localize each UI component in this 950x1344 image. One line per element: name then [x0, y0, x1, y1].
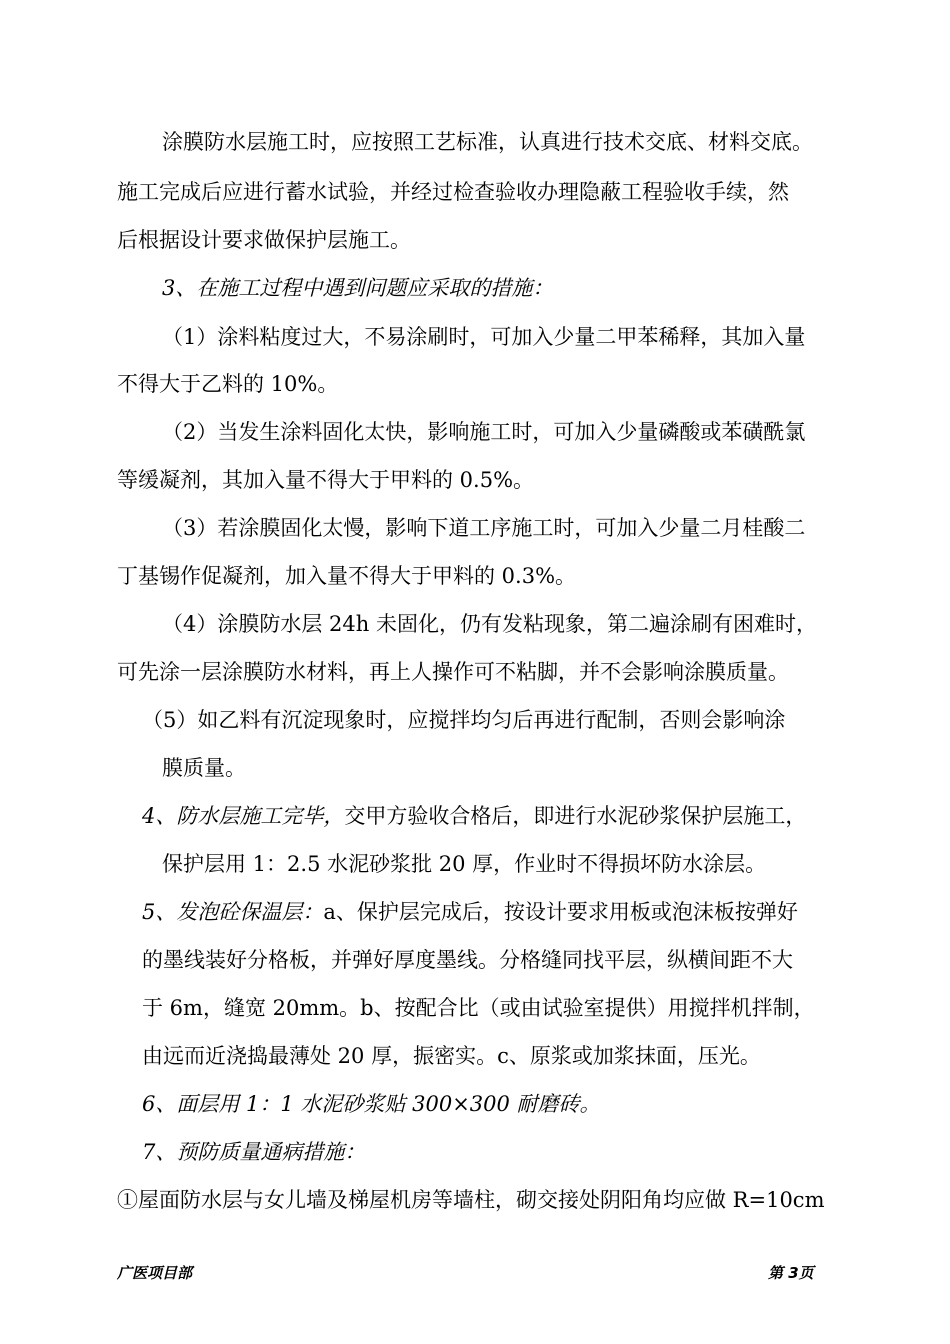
- section-heading: 3、在施工过程中遇到问题应采取的措施：: [162, 276, 554, 300]
- section-text: 交甲方验收合格后，即进行水泥砂浆保护层施工，: [344, 804, 807, 828]
- section-text: a、保护层完成后，按设计要求用板或泡沫板按弹好: [323, 900, 798, 924]
- section-heading: [142, 801, 806, 831]
- paragraph-line: 的墨线装好分格板，并弹好厚度墨线。分格缝同找平层，纵横间距不大: [142, 948, 793, 972]
- paragraph-line: （3）若涂膜固化太慢，影响下道工序施工时，可加入少量二月桂酸二: [162, 516, 806, 540]
- paragraph-line: （2）当发生涂料固化太快，影响施工时，可加入少量磷酸或苯磺酰氯: [162, 420, 806, 444]
- paragraph-line: 施工完成后应进行蓄水试验，并经过检查验收办理隐蔽工程验收手续，然: [117, 180, 789, 204]
- paragraph-line: 等缓凝剂，其加入量不得大于甲料的 0.5%。: [117, 468, 535, 492]
- paragraph-line: 涂膜防水层施工时，应按照工艺标准，认真进行技术交底、材料交底。: [162, 130, 813, 154]
- paragraph-line: （4）涂膜防水层 24h 未固化，仍有发粘现象，第二遍涂刷有困难时，: [162, 612, 817, 636]
- paragraph-line: （5）如乙料有沉淀现象时，应搅拌均匀后再进行配制，否则会影响涂: [142, 708, 786, 732]
- paragraph-line: 后根据设计要求做保护层施工。: [117, 228, 411, 252]
- paragraph-line: 丁基锡作促凝剂，加入量不得大于甲料的 0.3%。: [117, 564, 577, 588]
- paragraph-line: 保护层用 1：2.5 水泥砂浆批 20 厚，作业时不得损坏防水涂层。: [162, 852, 767, 876]
- paragraph-line: ①屋面防水层与女儿墙及梯屋机房等墙柱，砌交接处阴阳角均应做 R=10cm: [117, 1188, 825, 1212]
- footer-left: 广医项目部: [117, 1264, 193, 1282]
- section-heading: 6、面层用 1：1 水泥砂浆贴 300×300 耐磨砖。: [142, 1092, 601, 1116]
- paragraph-line: 可先涂一层涂膜防水材料，再上人操作可不粘脚，并不会影响涂膜质量。: [117, 660, 789, 684]
- paragraph-line: 于 6m，缝宽 20mm。b、按配合比（或由试验室提供）用搅拌机拌制，: [142, 996, 815, 1020]
- paragraph-line: 由远而近浇捣最薄处 20 厚，振密实。c、原浆或加浆抹面，压光。: [142, 1044, 761, 1068]
- paragraph-line: （1）涂料粘度过大，不易涂刷时，可加入少量二甲苯稀释，其加入量: [162, 325, 806, 349]
- paragraph-line: 膜质量。: [162, 756, 246, 780]
- section-heading: 7、预防质量通病措施：: [142, 1140, 366, 1164]
- page-number: 第 3页: [768, 1264, 814, 1282]
- section-title: 5、发泡砼保温层：: [142, 900, 324, 924]
- section-title: 4、防水层施工完毕，: [142, 804, 345, 828]
- paragraph-line: 不得大于乙料的 10%。: [117, 372, 339, 396]
- section-heading: [142, 897, 798, 927]
